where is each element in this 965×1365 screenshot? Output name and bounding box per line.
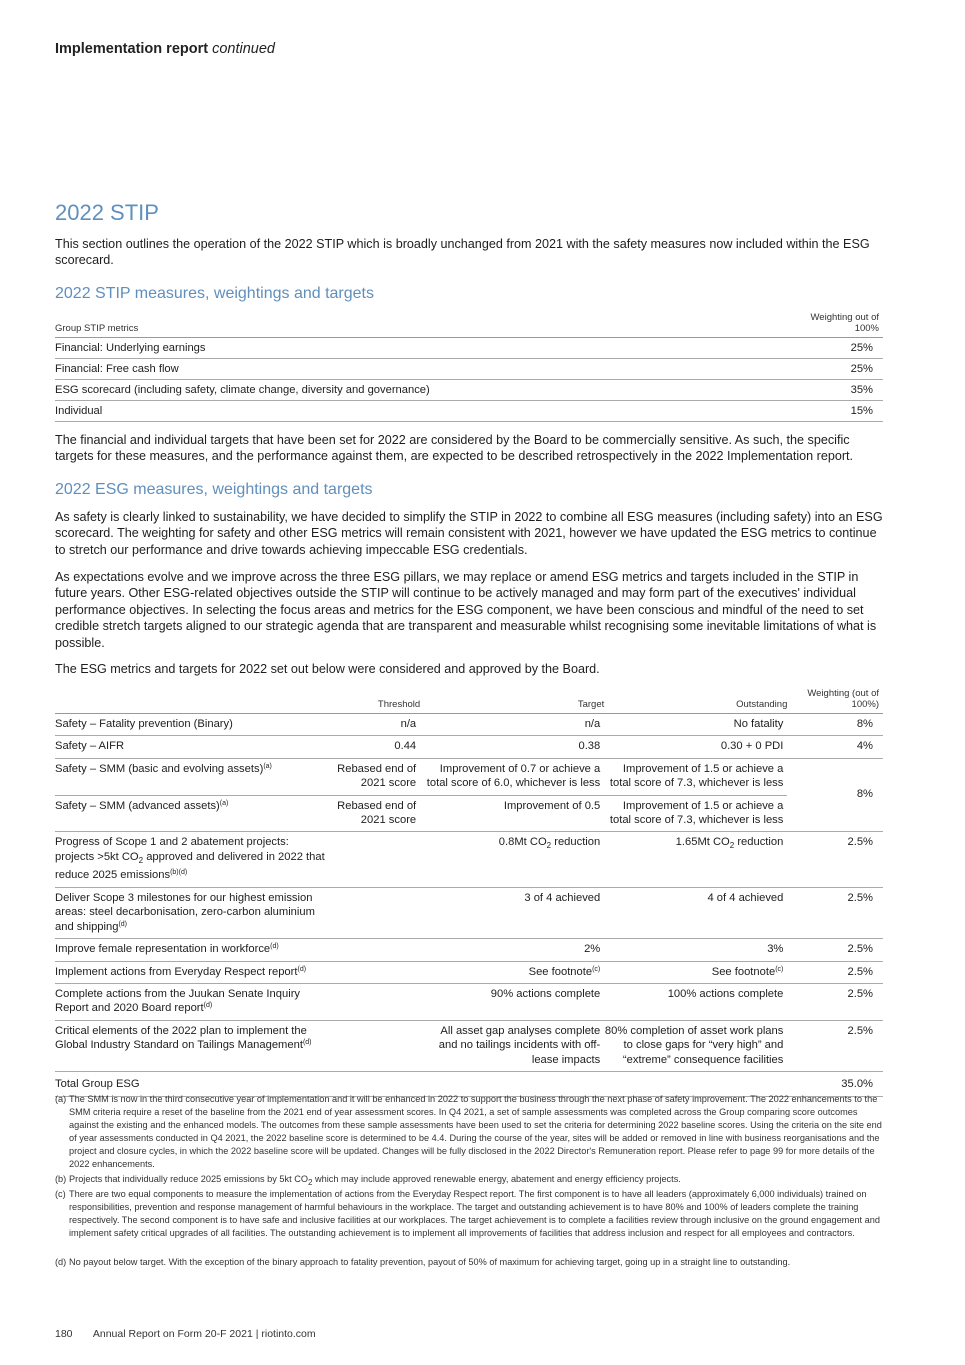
esg-threshold [326,1020,421,1071]
stip-weight: 25% [799,338,883,359]
esg-metric [55,961,326,983]
esg-outstanding: 4 of 4 achieved [604,887,787,938]
esg-target: 2% [420,939,604,961]
footnote-text-part: which may include approved renewable energy, abatement and energy efficiency projects. [312,1174,681,1184]
esg-threshold: 0.44 [326,736,421,758]
table-row [55,939,883,961]
esg-threshold [326,961,421,983]
esg-target [420,832,604,887]
esg-metric [55,795,326,832]
subscript: 2 [308,1177,313,1187]
esg-outstanding [604,832,787,887]
stip-weight: 35% [799,380,883,401]
esg-outstanding: 0.30 + 0 PDI [604,736,787,758]
esg-metric-text: Safety – SMM (basic and evolving assets) [55,762,264,775]
footnote-ref: (c) [592,965,601,973]
esg-col-target: Target [420,688,604,714]
intro-paragraph: This section outlines the operation of the 2022 STIP which is broadly unchanged from 2021 with the safety measures now included within the ESG scorecard. [55,237,870,268]
table-row [55,401,883,422]
stip-col-metric: Group STIP metrics [55,312,799,338]
esg-paragraph-1: As safety is clearly linked to sustainability, we have decided to simplify the STIP in 2022 to combine all ESG measures (including safety) into an ESG scorecard. The weighting for safety and other ESG metrics will remain consistent with 2021, however we have updated the ESG metrics to continue to stretch our performance and drive towards achieving impeccable ESG credentials. [55,510,883,557]
total-weight: 35.0% [787,1071,883,1096]
footnote-ref: (b)(d) [170,869,188,877]
footnote-label: (d) [55,1257,67,1267]
footnote-a [55,1093,883,1171]
footnote-d [55,1256,883,1269]
esg-metric [55,1020,326,1071]
footnote-text [69,1173,883,1189]
table-row [55,359,883,380]
esg-metric-text: Deliver Scope 3 milestones for our highest emission areas: steel decarbonisation, zero-carbon aluminium and shipping [55,891,315,933]
esg-target: 3 of 4 achieved [420,887,604,938]
running-header [55,41,275,57]
esg-threshold: Rebased end of 2021 score [326,795,421,832]
table-row [55,338,883,359]
esg-outstanding-text: reduction [734,836,784,849]
table-row [55,758,883,795]
esg-col-weighting: Weighting (out of 100%) [787,688,883,714]
esg-target-text: reduction [551,836,601,849]
footnote-text: No payout below target. With the exception of the binary approach to fatality prevention, payout of 50% of maximum for achieving target, going up in a straight line to outstanding. [69,1257,791,1267]
esg-weight: 2.5% [787,832,883,887]
footnote-label: (c) [55,1189,66,1199]
footnote-text-part: Projects that individually reduce 2025 emissions by 5kt CO [69,1174,308,1184]
subscript: 2 [138,856,144,866]
esg-weight: 4% [787,736,883,758]
esg-target: Improvement of 0.5 [420,795,604,832]
esg-outstanding: 100% actions complete [604,983,787,1020]
footer-site: riotinto.com [261,1328,316,1340]
header-title: Implementation report [55,41,209,57]
table-row [55,1020,883,1071]
subscript: 2 [729,841,735,851]
esg-threshold: Rebased end of 2021 score [326,758,421,795]
stip-metric: Financial: Underlying earnings [55,338,799,359]
esg-threshold [326,887,421,938]
stip-col-weight: Weighting out of 100% [799,312,883,338]
esg-metric-text: Safety – SMM (advanced assets) [55,799,220,812]
stip-metric: ESG scorecard (including safety, climate change, diversity and governance) [55,380,799,401]
subscript: 2 [546,841,552,851]
footnote-ref: (a) [219,799,229,807]
footnote-ref: (a) [263,762,272,770]
esg-target: 0.38 [420,736,604,758]
page-footer [55,1328,316,1340]
esg-metric [55,983,326,1020]
footnote-ref: (d) [302,1039,312,1047]
esg-outstanding-text: 1.65Mt CO [675,836,730,849]
esg-metric [55,887,326,938]
esg-metric-text: Implement actions from Everyday Respect report [55,965,298,978]
table-row [55,380,883,401]
esg-outstanding: 3% [604,939,787,961]
stip-weight: 15% [799,401,883,422]
footnote-c [55,1188,883,1240]
total-label: Total Group ESG [55,1071,326,1096]
table-row [55,887,883,938]
esg-table [55,688,883,1097]
esg-target: All asset gap analyses complete and no tailings incidents with off-lease impacts [420,1020,604,1071]
table-row [55,961,883,983]
stip-table [55,312,883,422]
esg-outstanding-text: See footnote [711,965,776,978]
esg-target-text: 0.8Mt CO [498,836,547,849]
esg-target-text: See footnote [528,965,593,978]
header-title-suffix: continued [212,41,275,57]
footnote-label: (a) [55,1094,67,1104]
esg-metric [55,758,326,795]
stip-metric: Financial: Free cash flow [55,359,799,380]
esg-threshold [326,939,421,961]
esg-outstanding: Improvement of 1.5 or achieve a total score of 7.3, whichever is less [604,795,787,832]
esg-metric: Safety – Fatality prevention (Binary) [55,714,326,736]
esg-outstanding: No fatality [604,714,787,736]
footnote-b [55,1173,883,1189]
esg-threshold [326,832,421,887]
footnote-ref: (c) [775,965,784,973]
esg-metric-text: approved and delivered in 2022 that reduce 2025 emissions [55,850,325,882]
table-row [55,983,883,1020]
stip-metric: Individual [55,401,799,422]
targets-paragraph: The financial and individual targets that have been set for 2022 are considered by the Board to be commercially sensitive. As such, the specific targets for these measures, and the performance against them, are expected to be described retrospectively in the 2022 Implementation report. [55,433,854,464]
footer-doc-title: Annual Report on Form 20-F 2021 [92,1328,253,1340]
esg-weight: 2.5% [787,1020,883,1071]
esg-metric-text: Critical elements of the 2022 plan to implement the Global Industry Standard on Tailings Management [55,1024,307,1052]
footnote-ref: (d) [270,943,279,951]
footnote-ref: (d) [203,1002,213,1010]
esg-metric [55,832,326,887]
esg-weight: 2.5% [787,939,883,961]
stip-heading: 2022 STIP measures, weightings and targets [55,285,374,302]
esg-metric-text: Complete actions from the Juukan Senate Inquiry Report and 2020 Board report [55,987,301,1015]
footnote-ref: (d) [297,965,307,973]
esg-threshold: n/a [326,714,421,736]
footnote-text: The SMM is now in the third consecutive year of implementation and it will be enhanced in 2022 to support the business through the next phase of safety improvement. The 2022 enhancements to the SMM criteria require a reset of the baseline from the 2021 end of year assessment scores. In Q4 2021, a set of sample assessments was completed across the Group comparing score outcomes against the existing and the enhanced models. The outcomes from these sample assessments have been used to set the criteria for determining 2022 baseline scores. Using the criteria on the site end of year assessments conducted in Q4 2021, the 2022 baseline score is determined to be 4.4. During the course of the year, sites will be added or removed in line with business reorganisations and the project and closure cycles, in which the 2022 baseline score will be updated. Changes will be fully disclosed in the 2022 Director's Remuneration report. Please refer to page 99 for more details of the 2022 enhancements. [69,1094,882,1169]
footnote-ref: (d) [118,920,128,928]
esg-paragraph-3: The ESG metrics and targets for 2022 set out below were considered and approved by the Board. [55,662,600,676]
esg-target: n/a [420,714,604,736]
footnote-label: (b) [55,1174,67,1184]
esg-target: 90% actions complete [420,983,604,1020]
table-row [55,832,883,887]
table-row [55,736,883,758]
esg-metric: Safety – AIFR [55,736,326,758]
esg-paragraph-2: As expectations evolve and we improve across the three ESG pillars, we may replace or amend ESG metrics and targets included in the STIP in future years. Other ESG-related objectives outside the STIP will continue to be actively managed and may form part of the executives' individual performance objectives. In selecting the focus areas and metrics for the ESG component, we have been conscious and mindful of the need to set credible stretch targets aligned to our strategic agenda that are transparent and measurable whilst recognising some inevitable limitations of what is possible. [55,570,877,650]
esg-target [420,961,604,983]
esg-threshold [326,983,421,1020]
esg-col-outstanding: Outstanding [604,688,787,714]
esg-metric [55,939,326,961]
section-title: 2022 STIP [55,200,159,225]
footnote-text: There are two equal components to measure the implementation of actions from the Everyday Respect report. The first component is to have all leaders (approximately 6,000 individuals) trained on responsibilities, prevention and response management of harmful behaviours in the workplace. The target and outstanding achievement is to have 80% and 100% of leaders complete the training respectively. The second component is to have safe and inclusive facilities at our workplaces. The target achievement is to complete a facilities review through inclusive on the ground engagement and implement safety critical upgrades of all facilities. The outstanding achievement is to implement all improvements of facilities that address inclusion and respect for all employees and contractors. [69,1189,880,1238]
esg-weight: 8% [787,758,883,832]
esg-col-threshold: Threshold [326,688,421,714]
table-row [55,795,883,832]
esg-weight: 2.5% [787,887,883,938]
esg-outstanding: Improvement of 1.5 or achieve a total score of 7.3, whichever is less [604,758,787,795]
esg-weight: 8% [787,714,883,736]
stip-weight: 25% [799,359,883,380]
esg-outstanding: 80% completion of asset work plans to close gaps for “very high” and “extreme” consequence facilities [604,1020,787,1071]
esg-heading: 2022 ESG measures, weightings and targets [55,481,373,498]
table-row [55,714,883,736]
esg-target: Improvement of 0.7 or achieve a total score of 6.0, whichever is less [420,758,604,795]
footer-separator: | [255,1328,259,1340]
esg-metric-text: Improve female representation in workforce [55,943,271,956]
esg-weight: 2.5% [787,961,883,983]
esg-outstanding [604,961,787,983]
page-number: 180 [55,1328,73,1340]
esg-metric-text: Progress of Scope 1 and 2 abatement projects: projects >5kt CO [55,836,289,863]
esg-weight: 2.5% [787,983,883,1020]
